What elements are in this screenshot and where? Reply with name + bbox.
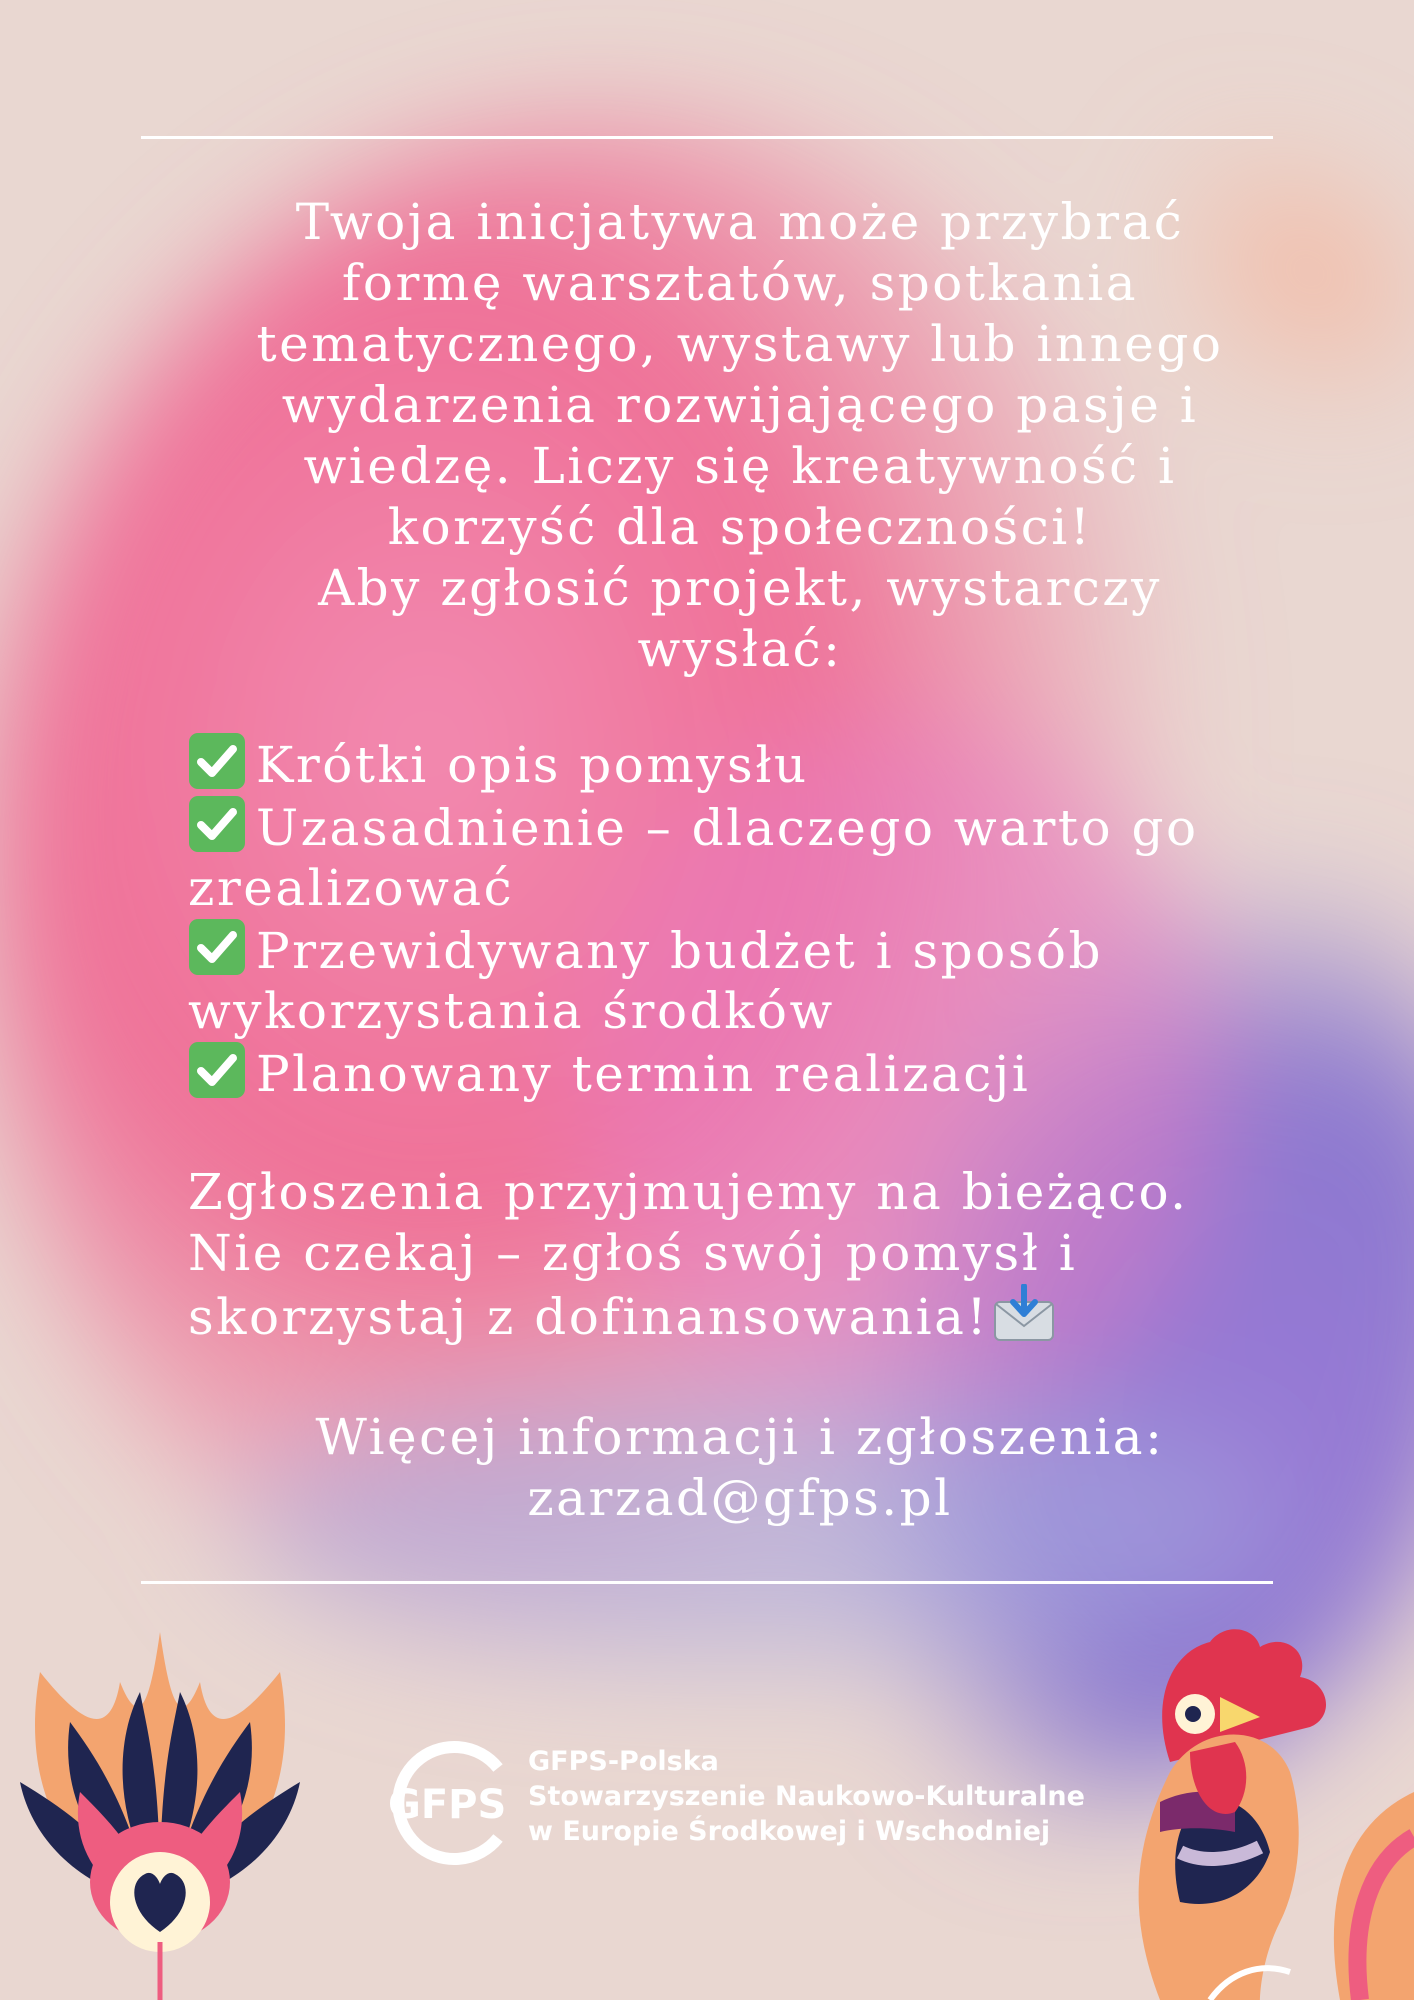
contact-email[interactable]: zarzad@gfps.pl: [527, 1469, 953, 1527]
contact-label: Więcej informacji i zgłoszenia:: [315, 1408, 1165, 1466]
logo-mark-text: GFPS: [388, 1782, 507, 1828]
folk-flower-decoration: [0, 1612, 320, 2000]
envelope-icon: [993, 1284, 1055, 1342]
intro-line: wydarzenia rozwijającego pasje i: [281, 376, 1199, 434]
gfps-logo: [388, 1738, 1088, 1878]
closing-line: Zgłoszenia przyjmujemy na bieżąco.: [188, 1163, 1189, 1221]
checklist-item-text: Krótki opis pomysłu: [256, 736, 809, 794]
organization-name: GFPS-Polska: [528, 1746, 719, 1777]
list-item: [188, 918, 1318, 1041]
check-mark-icon: [188, 732, 246, 790]
closing-paragraph: [188, 1162, 1338, 1348]
intro-paragraph: [190, 192, 1290, 680]
intro-line: wiedzę. Liczy się kreatywność i: [303, 437, 1177, 495]
intro-line: tematycznego, wystawy lub innego: [256, 315, 1224, 373]
intro-line: Aby zgłosić projekt, wystarczy: [318, 559, 1162, 617]
intro-line: wysłać:: [637, 620, 843, 678]
bottom-divider: [141, 1581, 1273, 1584]
intro-line: Twoja inicjatywa może przybrać: [295, 193, 1185, 251]
list-item: [188, 1041, 1318, 1104]
closing-line-text: skorzystaj z dofinansowania!: [188, 1288, 990, 1346]
intro-line: korzyść dla społeczności!: [387, 498, 1093, 556]
logo-text: [528, 1744, 1085, 1849]
gfps-logo-mark: [388, 1738, 520, 1868]
checklist-item-text: Planowany termin realizacji: [256, 1045, 1031, 1103]
check-mark-icon: [188, 918, 246, 976]
folk-rooster-decoration: [1060, 1622, 1414, 2000]
closing-line: Nie czekaj – zgłoś swój pomysł i: [188, 1224, 1078, 1282]
organization-region: w Europie Środkowej i Wschodniej: [528, 1816, 1051, 1847]
check-mark-icon: [188, 795, 246, 853]
check-mark-icon: [188, 1041, 246, 1099]
checklist-item-text: Uzasadnienie – dlaczego warto go zrealizować: [188, 799, 1199, 917]
list-item: [188, 732, 1318, 795]
contact-info: [190, 1407, 1290, 1529]
organization-subtitle: Stowarzyszenie Naukowo-Kulturalne: [528, 1781, 1085, 1812]
intro-line: formę warsztatów, spotkania: [341, 254, 1139, 312]
requirements-checklist: [188, 732, 1318, 1104]
list-item: [188, 795, 1318, 918]
top-divider: [141, 136, 1273, 139]
checklist-item-text: Przewidywany budżet i sposób wykorzystania środków: [188, 922, 1104, 1040]
closing-line: [188, 1284, 1338, 1348]
